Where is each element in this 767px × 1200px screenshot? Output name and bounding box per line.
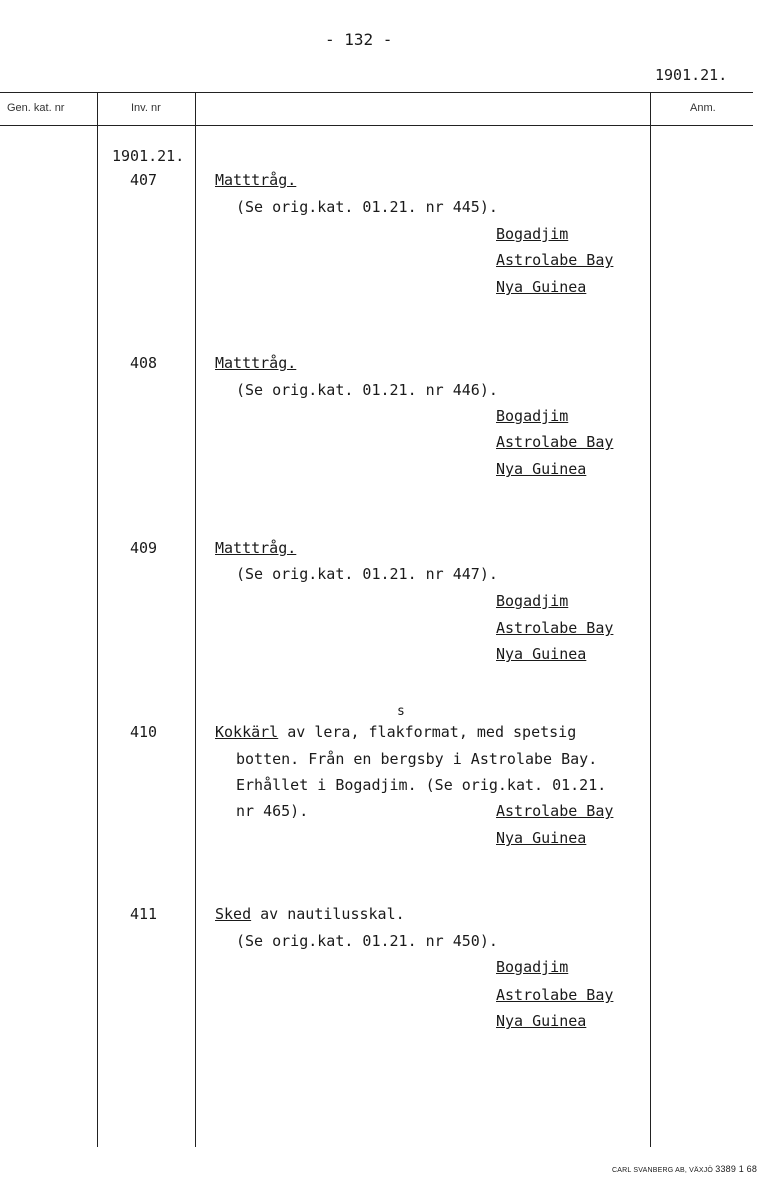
place-name: Nya Guinea bbox=[496, 278, 587, 296]
printer-imprint bbox=[612, 1164, 757, 1174]
column-divider-text-anm bbox=[650, 92, 651, 1147]
entry-description: botten. Från en bergsby i Astrolabe Bay. bbox=[236, 750, 598, 768]
entry-description-first-line bbox=[215, 905, 405, 923]
entry-title: Sked bbox=[215, 905, 252, 923]
entry-description-first-line bbox=[215, 723, 576, 741]
place-name: Astrolabe Bay bbox=[496, 802, 614, 820]
column-header-inv: Inv. nr bbox=[131, 102, 161, 114]
place-name: Nya Guinea bbox=[496, 460, 587, 478]
entry-reference: nr 465). bbox=[236, 802, 309, 820]
inventory-number: 408 bbox=[130, 354, 158, 372]
header-bottom-rule bbox=[0, 125, 753, 126]
place-name: Bogadjim bbox=[496, 407, 569, 425]
entry-title: Matttråg. bbox=[215, 171, 297, 189]
place-name: Bogadjim bbox=[496, 592, 569, 610]
entry-title: Matttråg. bbox=[215, 354, 297, 372]
entry-description: av nautilusskal. bbox=[251, 905, 405, 923]
year-prefix: 1901.21. bbox=[112, 147, 185, 165]
place-name: Astrolabe Bay bbox=[496, 619, 614, 637]
entry-title: Kokkärl bbox=[215, 723, 279, 741]
place-name: Nya Guinea bbox=[496, 1012, 587, 1030]
column-header-gen-kat: Gen. kat. nr bbox=[7, 102, 65, 114]
place-name: Astrolabe Bay bbox=[496, 986, 614, 1004]
entry-title: Matttråg. bbox=[215, 539, 297, 557]
inventory-number: 409 bbox=[130, 539, 158, 557]
column-header-anm: Anm. bbox=[690, 102, 716, 114]
entry-reference: (Se orig.kat. 01.21. nr 450). bbox=[236, 932, 498, 950]
entry-description: Erhållet i Bogadjim. (Se orig.kat. 01.21. bbox=[236, 776, 607, 794]
inventory-number: 410 bbox=[130, 723, 158, 741]
entry-reference: (Se orig.kat. 01.21. nr 446). bbox=[236, 381, 498, 399]
place-name: Nya Guinea bbox=[496, 645, 587, 663]
place-name: Bogadjim bbox=[496, 958, 569, 976]
place-name: Astrolabe Bay bbox=[496, 251, 614, 269]
header-top-rule bbox=[0, 92, 753, 93]
form-code: 3389 1 68 bbox=[715, 1164, 758, 1174]
place-name: Astrolabe Bay bbox=[496, 433, 614, 451]
handwritten-correction: s bbox=[397, 704, 405, 719]
printer-name: CARL SVANBERG AB, VÄXJÖ bbox=[612, 1167, 714, 1174]
inventory-number: 411 bbox=[130, 905, 158, 923]
entry-reference: (Se orig.kat. 01.21. nr 445). bbox=[236, 198, 498, 216]
place-name: Nya Guinea bbox=[496, 829, 587, 847]
entry-reference: (Se orig.kat. 01.21. nr 447). bbox=[236, 565, 498, 583]
place-name: Bogadjim bbox=[496, 225, 569, 243]
entry-description: av lera, flakformat, med spetsig bbox=[278, 723, 577, 741]
column-divider-inv-text bbox=[195, 92, 196, 1147]
column-divider-gen-inv bbox=[97, 92, 98, 1147]
inventory-number: 407 bbox=[130, 171, 158, 189]
catalogue-code: 1901.21. bbox=[655, 66, 728, 84]
page-number: - 132 - bbox=[325, 30, 393, 49]
